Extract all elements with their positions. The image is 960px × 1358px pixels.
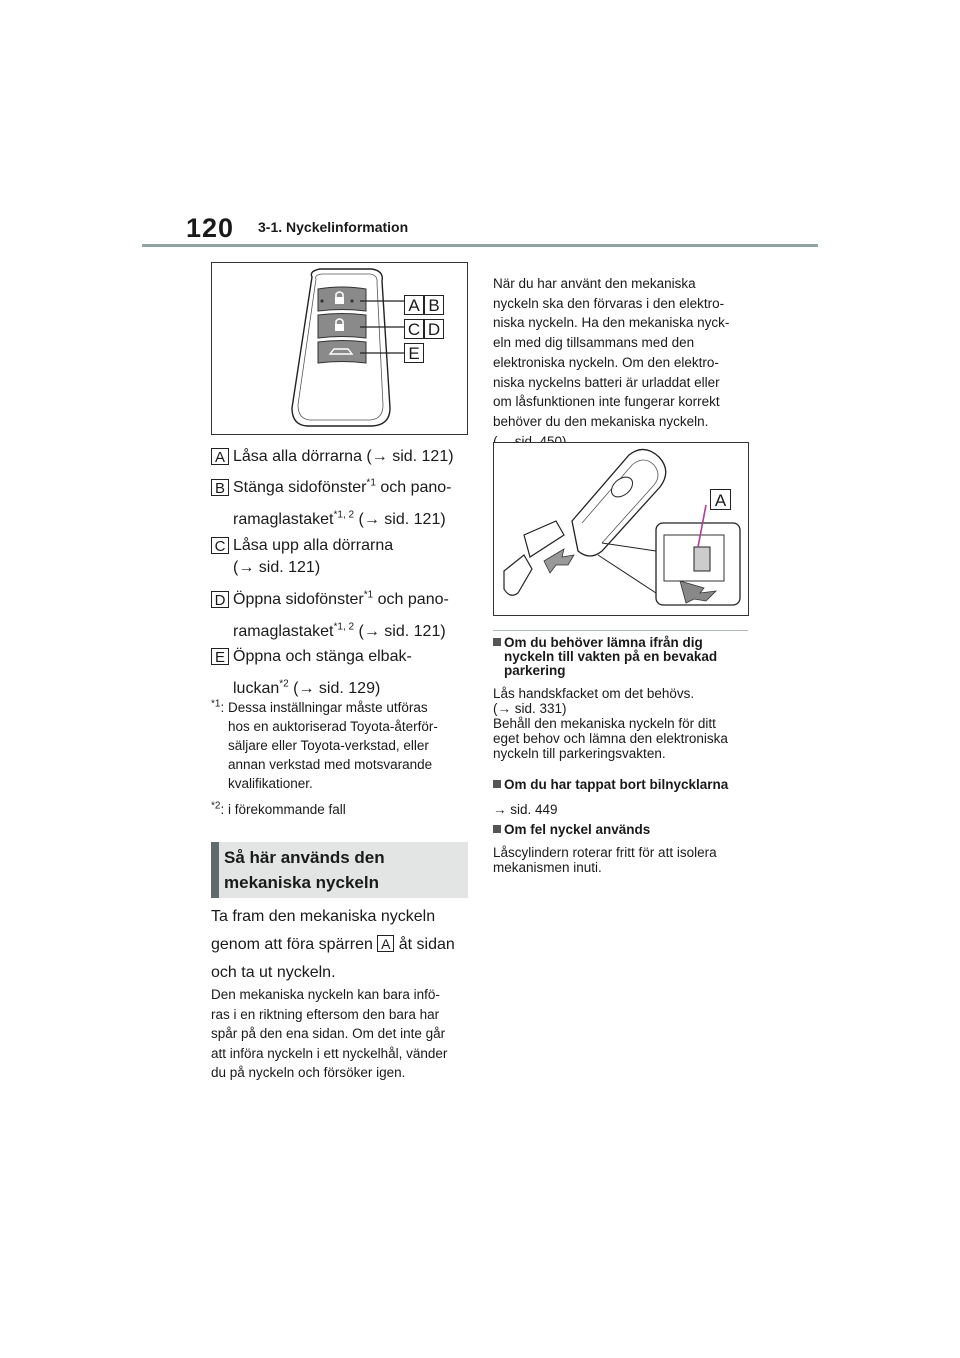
square-bullet-icon [493, 825, 501, 833]
instruction-text: Ta fram den mekaniska nyckeln genom att föra spärren A åt sidan och ta ut nyckeln. [211, 908, 455, 981]
section-title: 3-1. Nyckelinformation [258, 219, 409, 235]
sub-heading: Om du behöver lämna ifrån dig nyckeln till vakten på en bevakad parkering [493, 636, 763, 678]
square-bullet-icon [493, 780, 501, 788]
sub-body: Lås handskfacket om det behövs. (→ sid. 331) Behåll den mekaniska nyckeln för ditt eget behov och lämna den elektroniska nyckeln till parkeringsvakten. [493, 686, 728, 761]
sub-body: → sid. 449 [493, 802, 558, 817]
footnote-1: $^{*1}$: Dessa inställningar måste utföras hos en auktoriserad Toyota-återför- säljare eller Toyota-verkstad, eller annan verkstad med motsvarande kvalifikationer. [211, 698, 438, 791]
item-label: A [211, 448, 229, 465]
header-rule [142, 244, 818, 247]
item-label: E [211, 648, 229, 665]
item-label: B [211, 479, 229, 496]
inline-label-a: A [377, 935, 394, 952]
right-paragraph: När du har använt den mekaniska nyckeln ska den förvaras i den elektro- niska nyckeln. Ha den mekaniska nyck- eln med dig tillsammans med den elektroniska nyckeln. Om den elektro- niska nyckelns batteri är urladdat eller om låsfunktionen inte fungerar korrekt behöver du den mekaniska nyckeln. [493, 276, 730, 429]
sub-heading: Om du har tappat bort bilnycklarna [493, 778, 763, 792]
figure-label-e: E [404, 343, 424, 363]
sub-body: Låscylindern roterar fritt för att isolera mekanismen inuti. [493, 845, 717, 875]
mechanical-key-figure [493, 442, 749, 616]
smart-key-illustration [212, 263, 467, 434]
section-heading: Så här används den mekaniska nyckeln [224, 848, 385, 892]
item-label: C [211, 537, 229, 554]
figure-label-c: C [404, 319, 424, 339]
square-bullet-icon [493, 638, 501, 646]
item-text: Låsa alla dörrarna (→ sid. 121) [233, 448, 454, 465]
mechanical-key-illustration [494, 443, 748, 615]
item-text: Öppna och stänga elbak- luckan$^{*2}$ (→ sid. 129) [233, 648, 412, 697]
figure-label-a: A [404, 295, 424, 315]
section-heading-bar [211, 842, 219, 898]
figure-label-b: B [424, 295, 444, 315]
figure-label-d: D [424, 319, 444, 339]
smart-key-figure [211, 262, 468, 435]
note-left: Den mekaniska nyckeln kan bara infö- ras i en riktning eftersom den bara har spår på den ena sidan. Om det inte går att införa nyckeln i ett nyckelhål, vänder du på nyckeln och försöker igen. [211, 987, 448, 1080]
section-wrong-key [493, 823, 763, 875]
sub-heading: Om fel nyckel används [493, 823, 763, 837]
footnote-2: $^{*2}$: i förekommande fall [211, 800, 346, 817]
item-text: Öppna sidofönster$^{*1}$ och pano- ramaglastaket$^{*1, 2}$ (→ sid. 121) [233, 589, 449, 640]
figure-label-a: A [710, 489, 731, 510]
item-text: Stänga sidofönster$^{*1}$ och pano- ramaglastaket$^{*1, 2}$ (→ sid. 121) [233, 477, 452, 528]
section-lost-keys [493, 778, 763, 820]
section-valet-parking [493, 636, 763, 761]
item-text: Låsa upp alla dörrarna (→ sid. 121) [233, 537, 394, 576]
section-rule [493, 630, 748, 631]
page-number: 120 [186, 213, 235, 243]
item-label: D [211, 591, 229, 608]
